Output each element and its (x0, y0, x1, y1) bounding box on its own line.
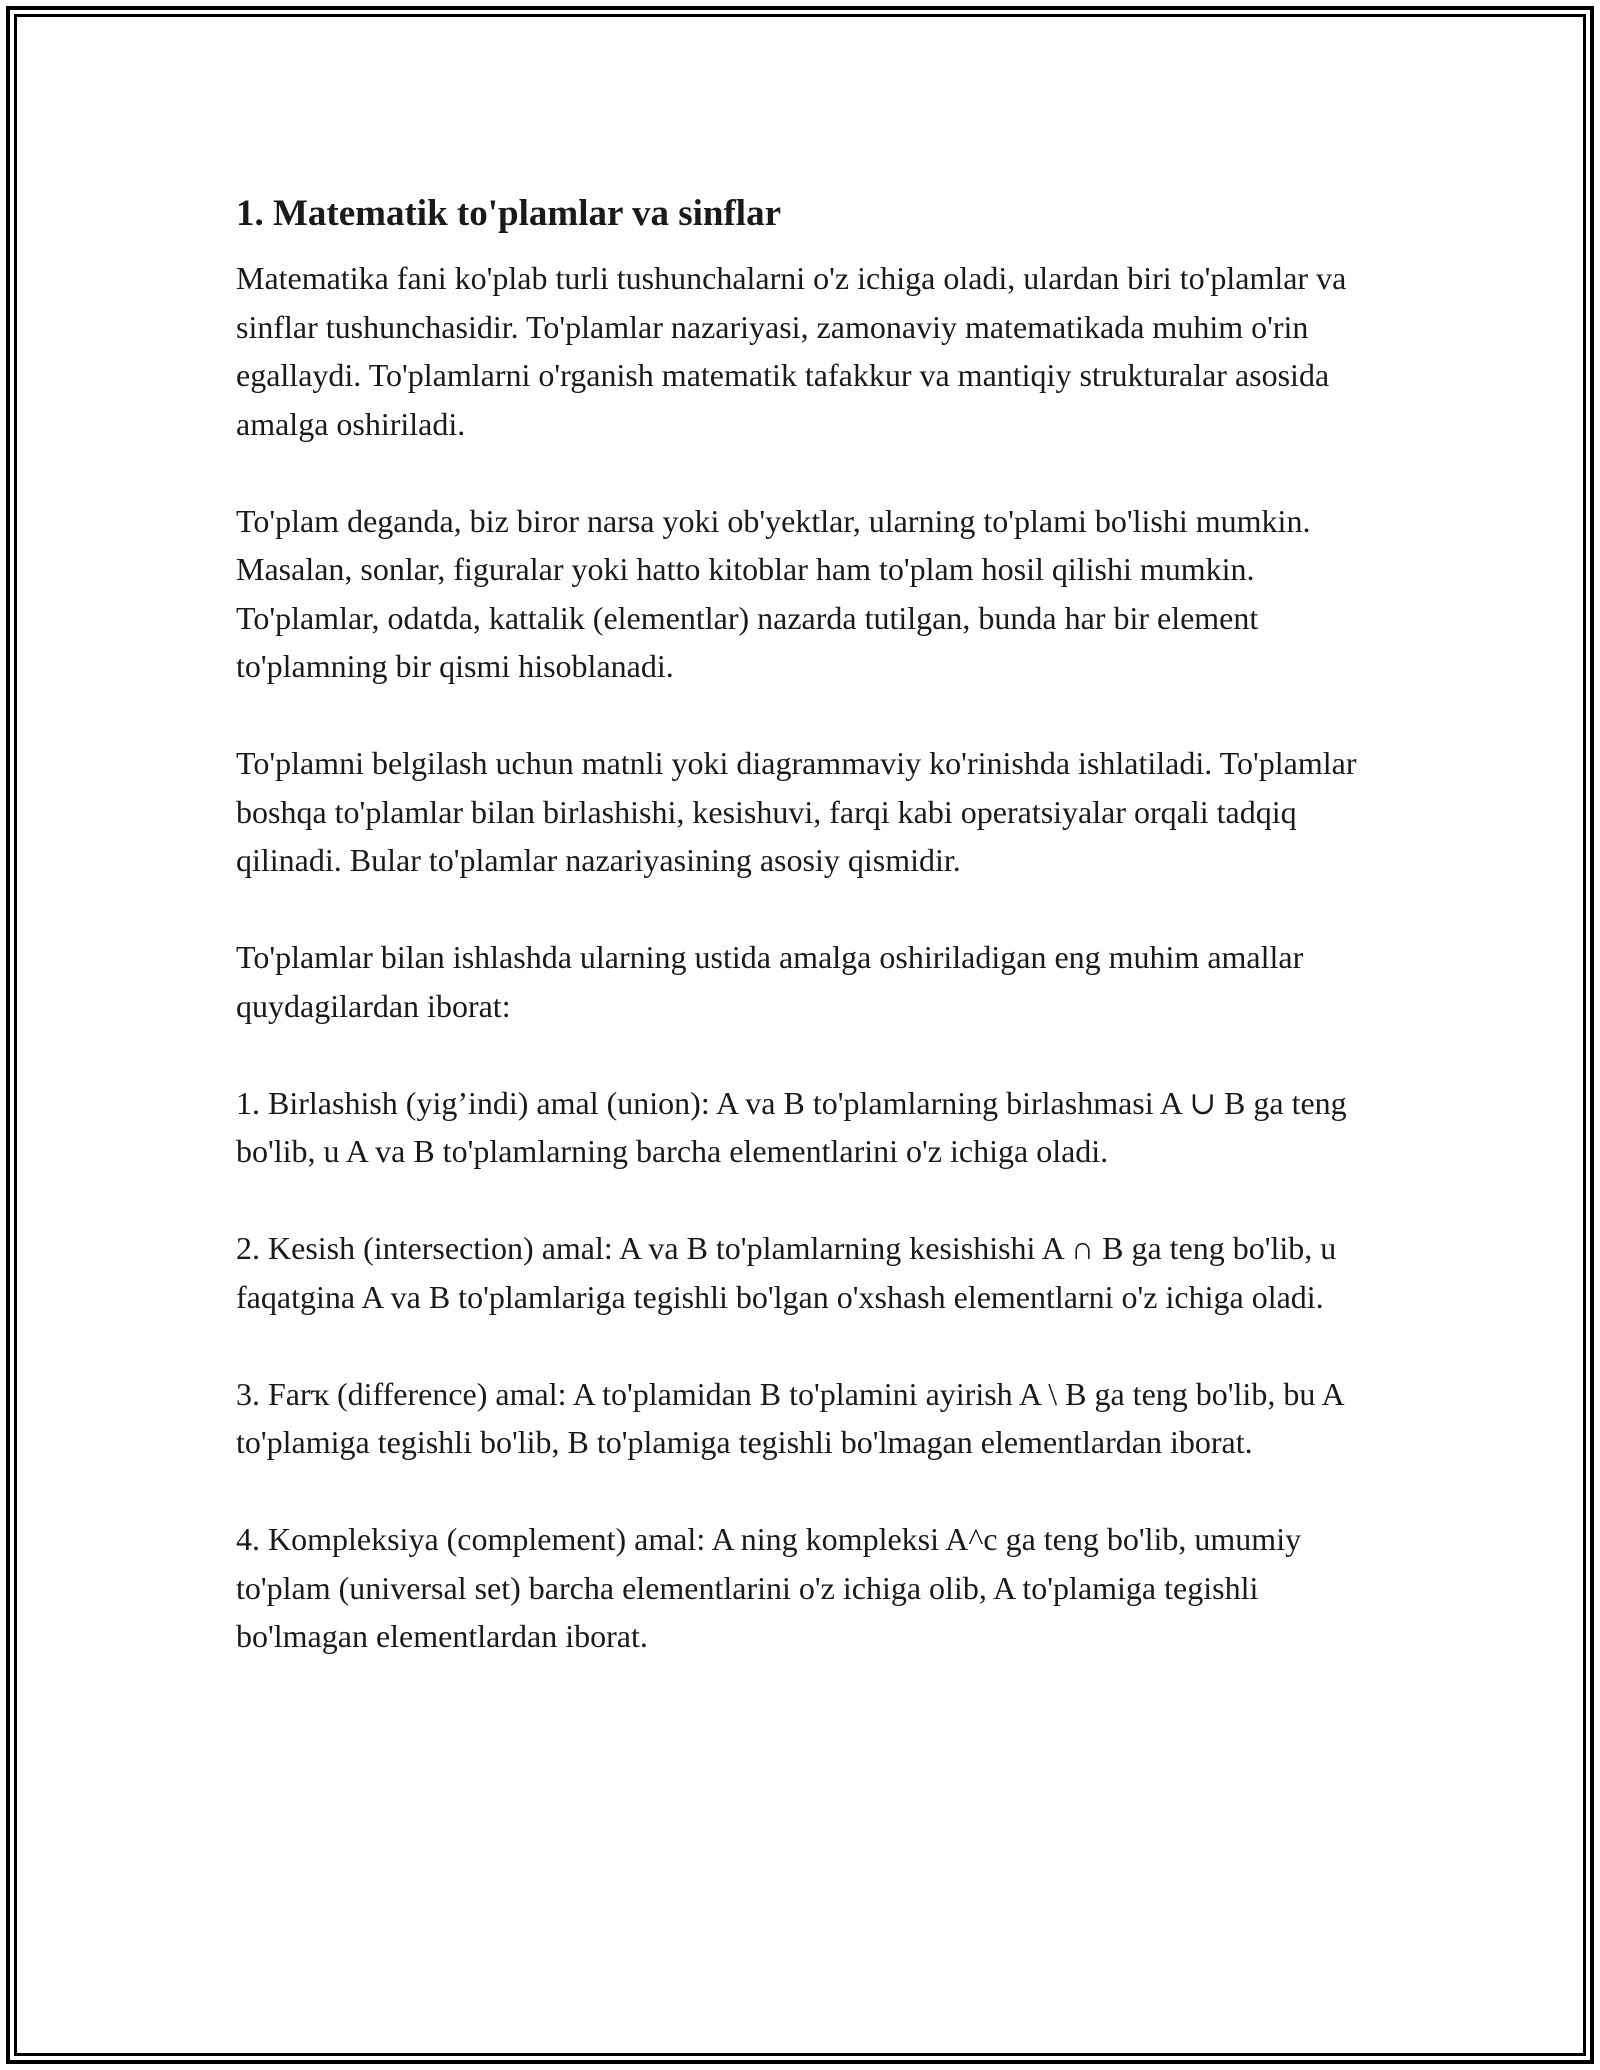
paragraph-intro: Matematika fani ko'plab turli tushunchalarni o'z ichiga oladi, ulardan biri to'plamlar va sinflar tushunchasidir. To'plamlar nazariyasi, zamonaviy matematikada muhim o'rin egallaydi. To'plamlarni o'rganish matematik tafakkur va mantiqiy strukturalar asosida amalga oshiriladi. (236, 260, 1347, 442)
list-item-complement: 4. Kompleksiya (complement) amal: A ning kompleksi A^c ga teng bo'lib, umumiy to'plam (universal set) barcha elementlarini o'z ichiga olib, A to'plamiga tegishli bo'lmagan elementlardan iborat. (236, 1521, 1302, 1654)
document-body (236, 188, 1366, 1709)
paragraph-operations-intro: To'plamlar bilan ishlashda ularning ustida amalga oshiriladigan eng muhim amallar quydagilardan iborat: (236, 939, 1304, 1024)
paragraph-set-definition: To'plam deganda, biz biror narsa yoki ob'yektlar, ularning to'plami bo'lishi mumkin. Masalan, sonlar, figuralar yoki hatto kitoblar ham to'plam hosil qilishi mumkin. To'plamlar, odatda, kattalik (elementlar) nazarda tutilgan, bunda har bir element to'plamning bir qismi hisoblanadi. (236, 502, 1311, 684)
list-item-union: 1. Birlashish (yig’indi) amal (union): A va B to'plamlarning birlashmasi A ∪ B ga teng bo'lib, u A va B to'plamlarning barcha elementlarini o'z ichiga oladi. (236, 1084, 1347, 1169)
list-item-difference: 3. Farҡ (difference) amal: A to'plamidan B to'plamini ayirish A \ B ga teng bo'lib, bu A to'plamiga tegishli bo'lib, B to'plamiga tegishli bo'lmagan elementlardan iborat. (236, 1375, 1343, 1460)
list-item-intersection: 2. Kesish (intersection) amal: A va B to'plamlarning kesishishi A ∩ B ga teng bo'lib, u faqatgina A va B to'plamlariga tegishli bo'lgan o'xshash elementlarni o'z ichiga oladi. (236, 1230, 1337, 1315)
section-heading: 1. Matematik to'plamlar va sinflar (236, 193, 782, 234)
paragraph-set-notation: To'plamni belgilash uchun matnli yoki diagrammaviy ko'rinishda ishlatiladi. To'plamlar boshqa to'plamlar bilan birlashishi, kesishuvi, farqi kabi operatsiyalar orqali tadqiq qilinadi. Bular to'plamlar nazariyasining asosiy qismidir. (236, 745, 1357, 878)
